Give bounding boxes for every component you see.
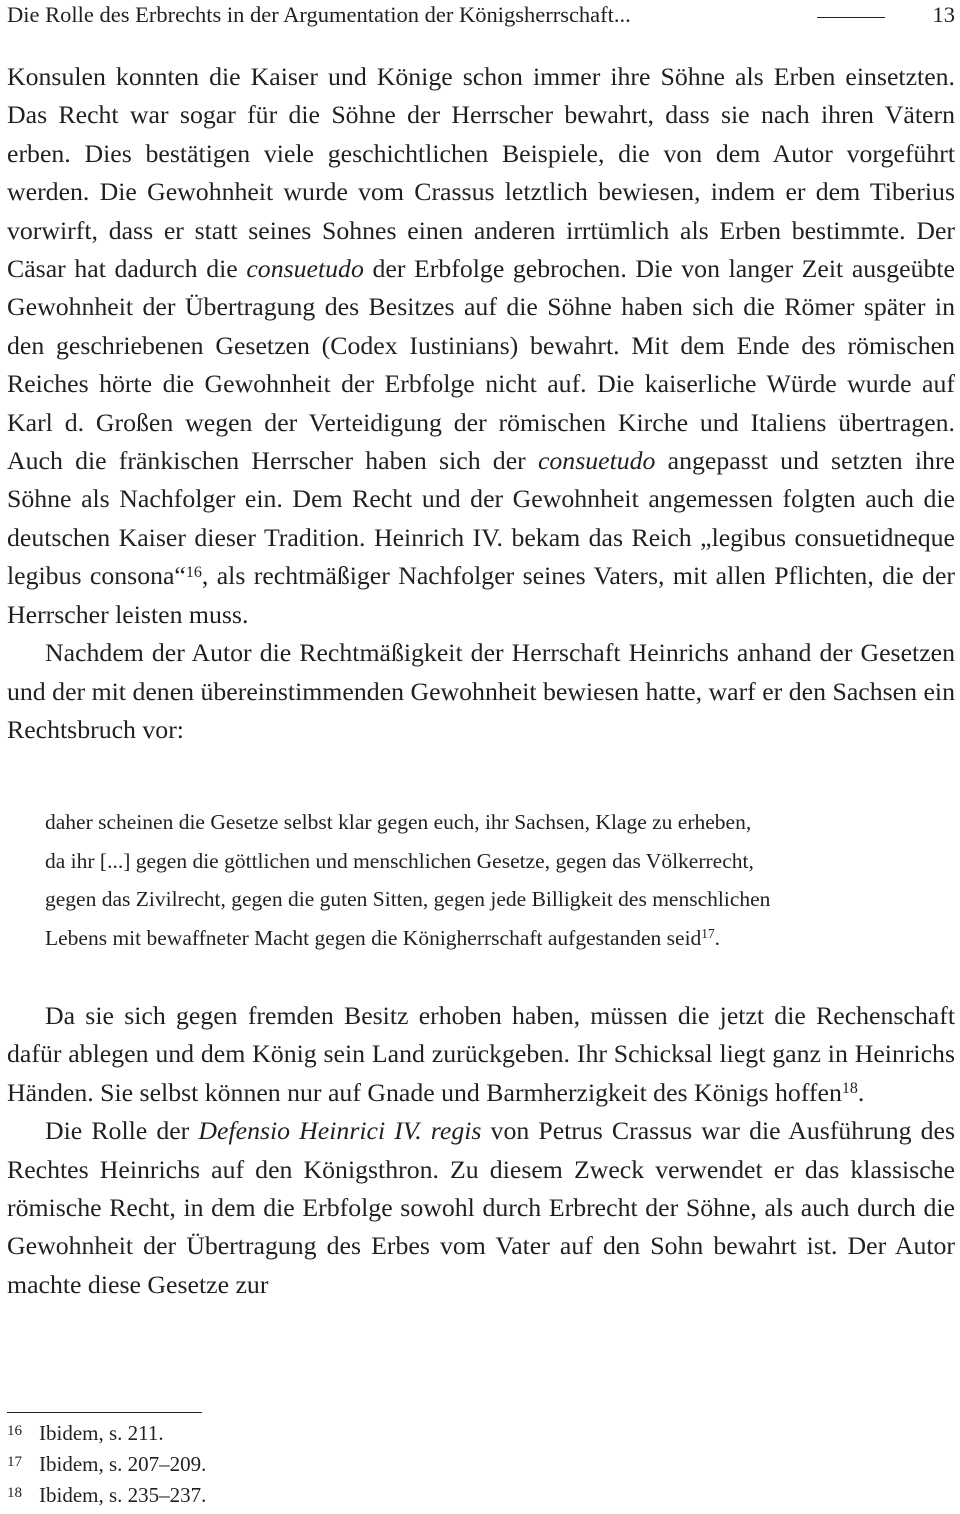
italic-term: consuetudo [537,446,656,476]
footnote-16 [7,1418,206,1449]
footnotes [7,1418,206,1511]
footnote-text: Ibidem, s. 211. [39,1421,164,1445]
page-number: 13 [932,2,955,27]
paragraph-4 [7,1112,955,1304]
paragraph-2: Nachdem der Autor die Rechtmäßigkeit der Herrschaft Heinrichs anhand der Gesetzen und der mit denen übereinstimmenden Gewohnheit bewiesen hatte, warf er den Sachsen ein Rechtsbruch vor: [7,638,955,744]
text-run: Da sie sich gegen fremden Besitz erhoben haben, müssen die jetzt die Rechenschaft dafür ablegen und dem König sein Land zurückgeben. Ihr Schicksal liegt ganz in Heinrichs Händen. Sie selbst können nur auf Gnade und Barmherzigkeit des Königs hoffen [7,1000,955,1107]
quote-line [45,919,923,957]
footnote-ref-16: 16 [185,563,202,581]
text-run: angepasst und setzten ihre Söhne als Nachfolger ein. Dem Recht und der Gewohnheit angemessen folgten auch die deutschen Kaiser dieser Tradition. Heinrich IV. bekam das Reich „legibus consuetidneque legibus consona“ [7,446,955,591]
header-rule [817,17,885,18]
italic-term: consuetudo [246,254,364,284]
footnote-rule [7,1412,202,1413]
page [7,0,955,1304]
text-run: der Erbfolge gebrochen. Die von langer Zeit ausgeübte Gewohnheit der Übertragung des Besitzes auf die Söhne haben sich die Römer später in den geschriebenen Gesetzen (Codex Iustinians) bewahrt. Mit dem Ende des römischen Reiches hörte die Gewohnheit der Erbfolge nicht auf. Die kaiserliche Würde wurde auf Karl d. Großen wegen der Verteidigung der römischen Kirche und Italiens übertragen. Auch die fränkischen Herrscher haben sich der [7,254,955,476]
footnote-number: 16 [7,1422,23,1439]
text-run: Die Rolle der [45,1116,199,1146]
paragraph-1 [7,58,955,634]
running-header [7,0,955,36]
footnote-18 [7,1480,206,1511]
paragraph-3 [7,997,955,1112]
quote-line: da ihr [...] gegen die göttlichen und menschlichen Gesetze, gegen das Völkerrecht, [45,848,754,873]
quote-line: gegen das Zivilrecht, gegen die guten Sitten, gegen jede Billigkeit des menschlichen [45,887,771,912]
text-run: Lebens mit bewaffneter Macht gegen die Königherrschaft aufgestanden seid [45,925,702,950]
main-text [7,58,955,1304]
running-title: Die Rolle des Erbrechts in der Argumentation der Königsherrschaft... [7,2,631,27]
footnote-ref-18: 18 [841,1080,858,1098]
text-run: . [857,1077,865,1107]
footnote-text: Ibidem, s. 207–209. [39,1452,207,1476]
footnote-number: 18 [7,1484,23,1501]
quote-line: daher scheinen die Gesetze selbst klar gegen euch, ihr Sachsen, Klage zu erheben, [45,810,752,835]
text-run: Konsulen konnten die Kaiser und Könige schon immer ihre Söhne als Erben einsetzten. Das Recht war sogar für die Söhne der Herrscher bewahrt, dass sie nach ihren Vätern erben. Dies bestätigen viele geschichtlichen Beispiele, die von dem Autor vorgeführt werden. Die Gewohnheit wurde vom Crassus letztlich bewiesen, indem er dem Tiberius vorwirft, dass er statt seines Sohnes einen anderen irrtümlich als Erben bestimmte. Der Cäsar hat dadurch die [7,62,955,284]
text-run: , als rechtmäßiger Nachfolger seines Vaters, mit allen Pflichten, die der Herrscher leisten muss. [7,561,955,629]
footnote-text: Ibidem, s. 235–237. [39,1483,207,1507]
footnote-ref-17: 17 [701,926,715,942]
footnote-17 [7,1449,206,1480]
italic-title: Defensio Heinrici IV. regis [198,1116,482,1146]
footnote-number: 17 [7,1453,23,1470]
text-run: von Petrus Crassus war die Ausführung des Rechtes Heinrichs auf den Königsthron. Zu diesem Zweck verwendet er das klassische römische Recht, in dem die Erbfolge sowohl durch Erbrecht der Söhne, als auch durch die Gewohnheit der Übertragung des Erbes vom Vater auf den Sohn bewahrt ist. Der Autor machte diese Gesetze zur [7,1116,955,1299]
block-quote [45,803,923,957]
text-run: . [714,925,720,950]
